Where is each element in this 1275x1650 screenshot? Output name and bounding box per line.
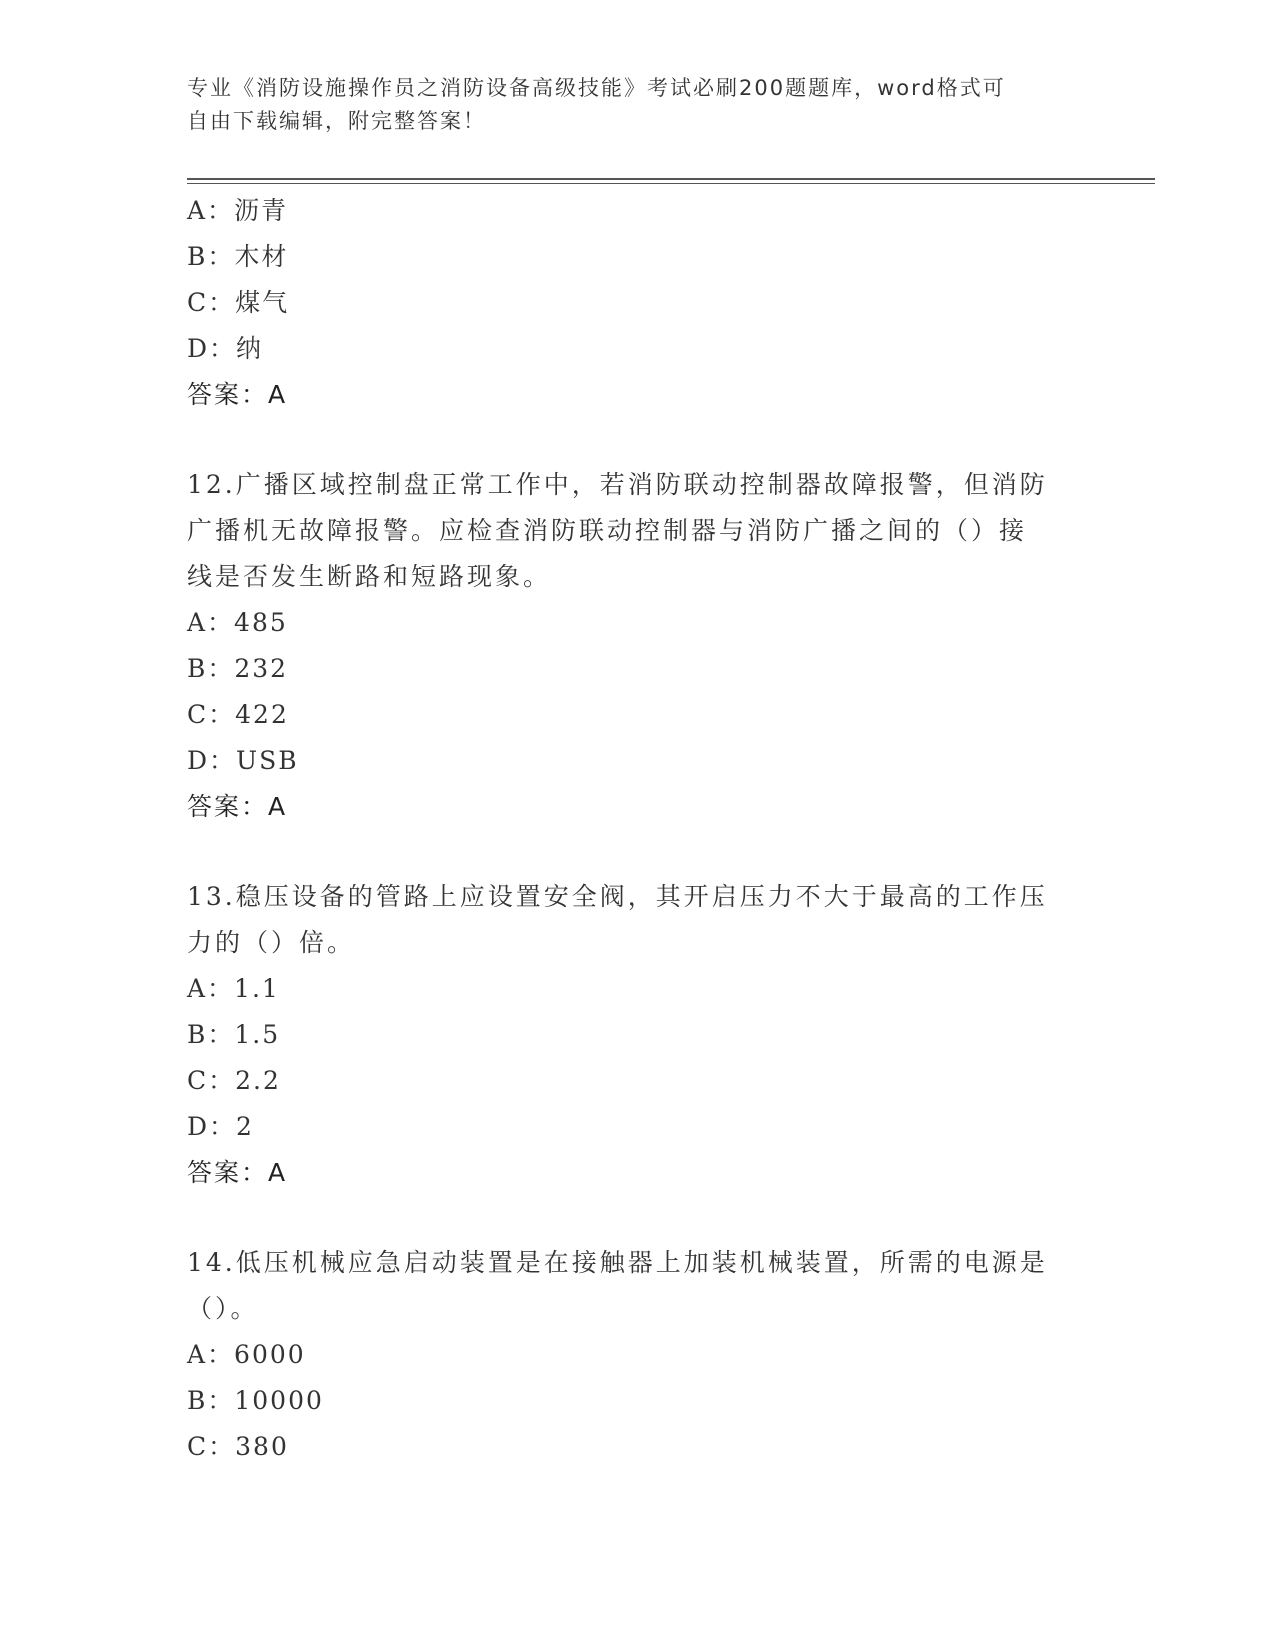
option-a: A：1.1 (187, 974, 280, 1003)
question-text-line: 12.广播区域控制盘正常工作中，若消防联动控制器故障报警，但消防 (187, 470, 1048, 499)
question-text-line: 线是否发生断路和短路现象。 (187, 562, 552, 591)
header-divider-thin (187, 183, 1155, 184)
question-text-line: 力的（）倍。 (187, 928, 356, 957)
question-text-line: 14.低压机械应急启动装置是在接触器上加装机械装置，所需的电源是 (187, 1248, 1048, 1277)
option-c: C：煤气 (187, 288, 290, 317)
answer-line: 答案：A (187, 792, 288, 821)
option-b: B：232 (187, 654, 289, 683)
header-divider-thick (187, 178, 1155, 180)
option-d: D：2 (187, 1112, 254, 1141)
document-header (187, 72, 1087, 138)
question-text (187, 462, 1087, 600)
option-d: D：纳 (187, 334, 264, 363)
option-c: C：2.2 (187, 1066, 281, 1095)
option-c: C：422 (187, 700, 289, 729)
option-a: A：485 (187, 608, 288, 637)
question-text-line: 13.稳压设备的管路上应设置安全阀，其开启压力不大于最高的工作压 (187, 882, 1048, 911)
question-text-line: 广播机无故障报警。应检查消防联动控制器与消防广播之间的（）接 (187, 516, 1028, 545)
question-13 (187, 874, 1087, 1196)
question-text (187, 874, 1087, 966)
option-d: D：USB (187, 746, 299, 775)
option-b: B：10000 (187, 1386, 324, 1415)
answer-line: 答案：A (187, 380, 288, 409)
question-14 (187, 1240, 1087, 1470)
option-a: A：沥青 (187, 196, 289, 225)
question-12 (187, 462, 1087, 830)
question-text-line: （）。 (187, 1294, 259, 1323)
answer-line: 答案：A (187, 1158, 288, 1187)
question-list (187, 188, 1087, 1470)
header-line-2: 自由下载编辑，附完整答案！ (187, 109, 486, 133)
option-b: B：1.5 (187, 1020, 281, 1049)
question-11 (187, 188, 1087, 418)
option-c: C：380 (187, 1432, 289, 1461)
option-a: A：6000 (187, 1340, 306, 1369)
question-text (187, 1240, 1087, 1332)
header-line-1: 专业《消防设施操作员之消防设备高级技能》考试必刷200题题库，word格式可 (187, 76, 1006, 100)
option-b: B：木材 (187, 242, 289, 271)
